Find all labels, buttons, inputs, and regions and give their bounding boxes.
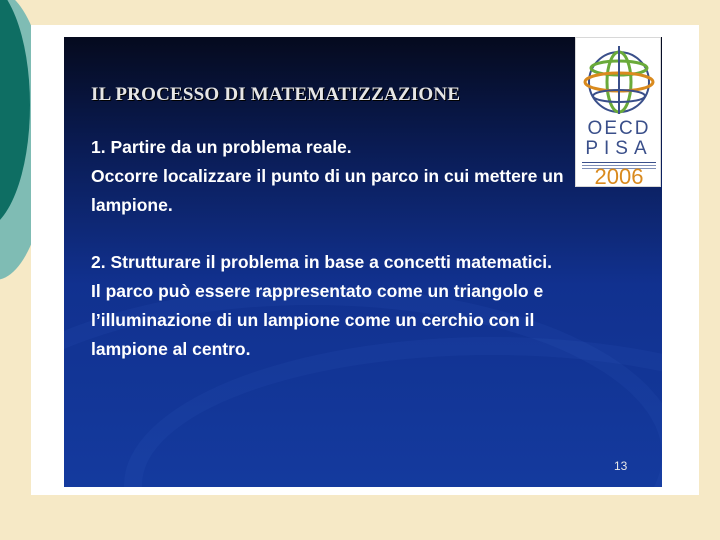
globe-icon <box>582 42 656 118</box>
text-line: lampione. <box>91 195 173 215</box>
text-line: l’illuminazione di un lampione come un cerchio con il <box>91 310 535 330</box>
slide <box>64 37 662 487</box>
text-line: 2. Strutturare il problema in base a concetti matematici. <box>91 252 552 272</box>
text-line: Occorre localizzare il punto di un parco in cui mettere un <box>91 166 564 186</box>
text-line: lampione al centro. <box>91 339 251 359</box>
logo-year: 2006 <box>594 164 644 189</box>
text-line: 1. Partire da un problema reale. <box>91 137 352 157</box>
step-2-text <box>91 248 651 364</box>
logo-pisa-text: PISA <box>585 138 653 159</box>
oecd-pisa-logo <box>575 37 661 187</box>
logo-oecd-text: OECD <box>587 118 651 139</box>
text-line: Il parco può essere rappresentato come un triangolo e <box>91 281 544 301</box>
step-1-text <box>91 133 651 220</box>
page-number: 13 <box>614 459 628 473</box>
slide-title: IL PROCESSO DI MATEMATIZZAZIONE <box>91 84 461 105</box>
